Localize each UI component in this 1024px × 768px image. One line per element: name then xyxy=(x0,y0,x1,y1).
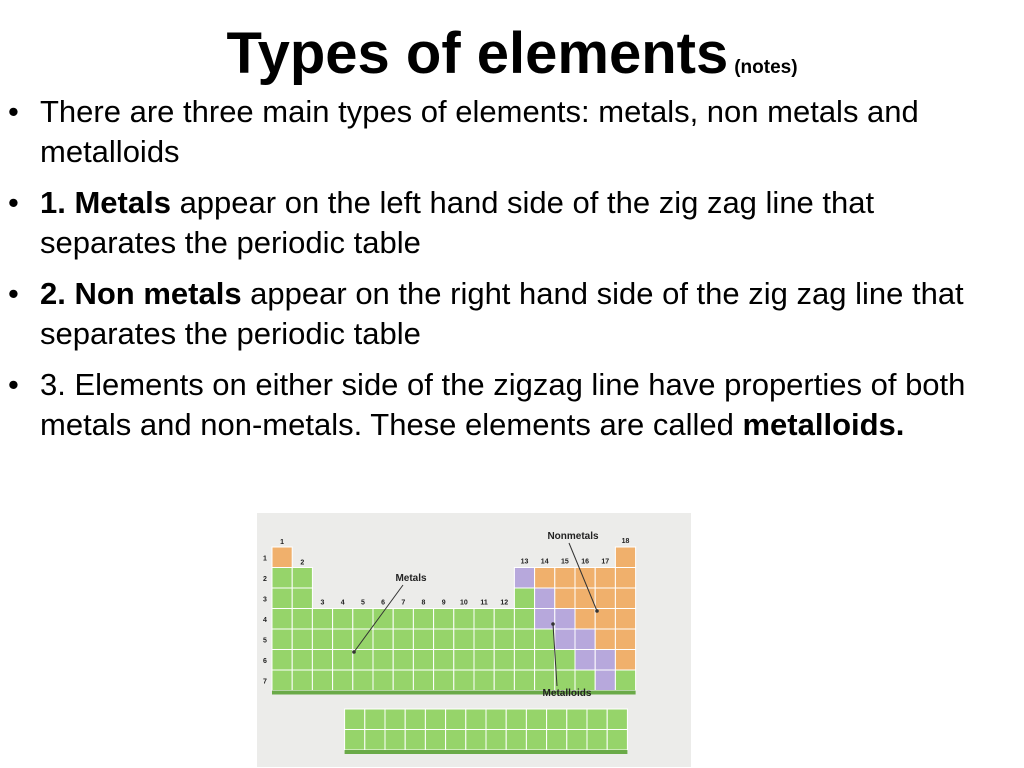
metal-cell xyxy=(434,650,454,671)
metal-cell xyxy=(526,709,546,730)
metal-cell xyxy=(607,730,627,751)
metal-cell xyxy=(333,609,353,630)
period-number: 5 xyxy=(263,637,267,645)
metal-cell xyxy=(312,609,332,630)
bullet-item xyxy=(0,183,1010,263)
group-number: 13 xyxy=(520,558,529,566)
metalloid-cell xyxy=(595,650,615,671)
nonmetal-cell xyxy=(272,547,292,568)
bullet-dot: • xyxy=(8,185,19,220)
bullet-text: 3. Elements on either side of the zigzag line have properties of both metals and non-metals. These elements are called xyxy=(40,367,966,442)
metal-cell xyxy=(272,588,292,609)
metal-cell xyxy=(494,609,514,630)
metal-cell xyxy=(385,730,405,751)
metals-label: Metals xyxy=(395,573,427,584)
metal-cell xyxy=(353,650,373,671)
nonmetal-cell xyxy=(595,568,615,589)
metal-cell xyxy=(272,629,292,650)
group-number: 18 xyxy=(621,538,630,545)
metal-cell xyxy=(615,670,635,691)
period-number: 4 xyxy=(263,616,267,624)
bullet-text: There are three main types of elements: metals, non metals and metalloids xyxy=(40,94,919,169)
metalloid-cell xyxy=(575,629,595,650)
metal-cell xyxy=(474,670,494,691)
bullet-text: appear on the right hand side of the zig zag line that separates the periodic table xyxy=(40,276,964,351)
metals-pointer-dot xyxy=(352,650,356,654)
bullet-item xyxy=(0,365,1010,445)
metal-cell xyxy=(292,670,312,691)
group-number: 17 xyxy=(601,558,610,566)
group-number: 12 xyxy=(500,599,509,607)
group-number: 3 xyxy=(320,599,325,607)
nonmetal-cell xyxy=(615,568,635,589)
metal-cell xyxy=(486,730,506,751)
nonmetal-cell xyxy=(575,568,595,589)
metal-cell xyxy=(535,650,555,671)
metal-cell xyxy=(353,670,373,691)
nonmetal-cell xyxy=(615,547,635,568)
title-sub: (notes) xyxy=(734,57,798,78)
metal-cell xyxy=(494,650,514,671)
metal-cell xyxy=(425,709,445,730)
bullet-text: appear on the left hand side of the zig zag line that separates the periodic table xyxy=(40,185,875,260)
metal-cell xyxy=(526,730,546,751)
metal-cell xyxy=(446,709,466,730)
metal-cell xyxy=(333,670,353,691)
periodic-table-figure xyxy=(257,513,691,767)
metal-cell xyxy=(393,609,413,630)
metalloid-cell xyxy=(514,568,534,589)
metal-cell xyxy=(393,670,413,691)
metal-cell xyxy=(434,609,454,630)
metal-cell xyxy=(405,730,425,751)
period-number: 6 xyxy=(263,657,267,665)
metal-cell xyxy=(272,670,292,691)
metal-cell xyxy=(514,629,534,650)
metal-cell xyxy=(292,650,312,671)
metal-cell xyxy=(312,670,332,691)
bullet-bold-end: metalloids. xyxy=(742,407,905,442)
metal-cell xyxy=(312,650,332,671)
period-number: 7 xyxy=(263,678,267,686)
metal-cell xyxy=(514,670,534,691)
metal-cell xyxy=(474,650,494,671)
metal-cell xyxy=(353,609,373,630)
metal-cell xyxy=(535,629,555,650)
metal-cell xyxy=(385,709,405,730)
metal-cell xyxy=(567,709,587,730)
nonmetal-cell xyxy=(535,568,555,589)
metal-cell xyxy=(365,730,385,751)
metalloids-pointer-dot xyxy=(551,622,555,626)
group-number: 7 xyxy=(401,599,406,607)
table-base-edge xyxy=(345,750,628,754)
metal-cell xyxy=(292,609,312,630)
metal-cell xyxy=(272,568,292,589)
metal-cell xyxy=(272,650,292,671)
group-number: 4 xyxy=(340,599,345,607)
metalloid-cell xyxy=(555,629,575,650)
metal-cell xyxy=(393,629,413,650)
nonmetals-label: Nonmetals xyxy=(547,531,599,542)
metal-cell xyxy=(454,670,474,691)
metal-cell xyxy=(567,730,587,751)
metal-cell xyxy=(506,730,526,751)
metal-cell xyxy=(466,709,486,730)
metal-cell xyxy=(345,709,365,730)
period-number: 1 xyxy=(263,555,267,563)
metal-cell xyxy=(413,670,433,691)
metal-cell xyxy=(494,670,514,691)
nonmetals-pointer-dot xyxy=(595,609,599,613)
nonmetal-cell xyxy=(615,588,635,609)
metal-cell xyxy=(555,650,575,671)
group-number: 5 xyxy=(360,599,365,607)
metal-cell xyxy=(413,629,433,650)
metalloid-cell xyxy=(555,609,575,630)
metal-cell xyxy=(486,709,506,730)
metal-cell xyxy=(514,609,534,630)
metalloid-cell xyxy=(535,609,555,630)
period-number: 2 xyxy=(263,575,267,583)
group-number: 14 xyxy=(540,558,549,566)
nonmetal-cell xyxy=(615,629,635,650)
metalloid-cell xyxy=(575,650,595,671)
bullet-item xyxy=(0,274,1010,354)
metal-cell xyxy=(272,609,292,630)
metal-cell xyxy=(454,609,474,630)
metal-cell xyxy=(454,629,474,650)
metal-cell xyxy=(333,629,353,650)
metal-cell xyxy=(413,650,433,671)
nonmetal-cell xyxy=(615,609,635,630)
metal-cell xyxy=(434,670,454,691)
metal-cell xyxy=(466,730,486,751)
metal-cell xyxy=(413,609,433,630)
metal-cell xyxy=(474,629,494,650)
metal-cell xyxy=(345,730,365,751)
metal-cell xyxy=(292,629,312,650)
nonmetal-cell xyxy=(615,650,635,671)
metal-cell xyxy=(373,670,393,691)
metal-cell xyxy=(547,730,567,751)
metal-cell xyxy=(333,650,353,671)
metal-cell xyxy=(514,588,534,609)
bullet-bold: 2. Non metals xyxy=(40,276,242,311)
metal-cell xyxy=(446,730,466,751)
title-main: Types of elements xyxy=(226,21,729,86)
period-number: 3 xyxy=(263,596,267,604)
metal-cell xyxy=(607,709,627,730)
metal-cell xyxy=(514,650,534,671)
metal-cell xyxy=(393,650,413,671)
metal-cell xyxy=(312,629,332,650)
bullet-dot: • xyxy=(8,367,19,402)
bullet-list xyxy=(0,92,1010,456)
metal-cell xyxy=(292,588,312,609)
nonmetal-cell xyxy=(595,588,615,609)
metalloids-label: Metalloids xyxy=(542,688,592,699)
group-number: 11 xyxy=(480,599,488,607)
metal-cell xyxy=(474,609,494,630)
group-number: 16 xyxy=(581,558,589,566)
bullet-dot: • xyxy=(8,94,19,129)
nonmetal-cell xyxy=(555,568,575,589)
metal-cell xyxy=(373,650,393,671)
nonmetal-cell xyxy=(595,629,615,650)
group-number: 8 xyxy=(421,599,426,607)
metal-cell xyxy=(365,709,385,730)
bullet-bold: 1. Metals xyxy=(40,185,171,220)
metal-cell xyxy=(506,709,526,730)
metal-cell xyxy=(434,629,454,650)
metal-cell xyxy=(425,730,445,751)
metal-cell xyxy=(587,730,607,751)
metal-cell xyxy=(292,568,312,589)
metal-cell xyxy=(587,709,607,730)
group-number: 6 xyxy=(381,599,386,607)
metalloid-cell xyxy=(595,670,615,691)
group-number: 9 xyxy=(441,599,446,607)
nonmetal-cell xyxy=(555,588,575,609)
group-number: 10 xyxy=(460,599,468,607)
metal-cell xyxy=(373,629,393,650)
metal-cell xyxy=(547,709,567,730)
group-number: 2 xyxy=(300,559,305,567)
nonmetal-cell xyxy=(575,609,595,630)
periodic-table-diagram xyxy=(257,513,691,767)
group-number: 15 xyxy=(561,558,569,566)
bullet-item xyxy=(0,92,1010,172)
group-number: 1 xyxy=(280,539,285,546)
bullet-dot: • xyxy=(8,276,19,311)
metal-cell xyxy=(405,709,425,730)
metal-cell xyxy=(494,629,514,650)
metal-cell xyxy=(454,650,474,671)
metalloid-cell xyxy=(535,588,555,609)
